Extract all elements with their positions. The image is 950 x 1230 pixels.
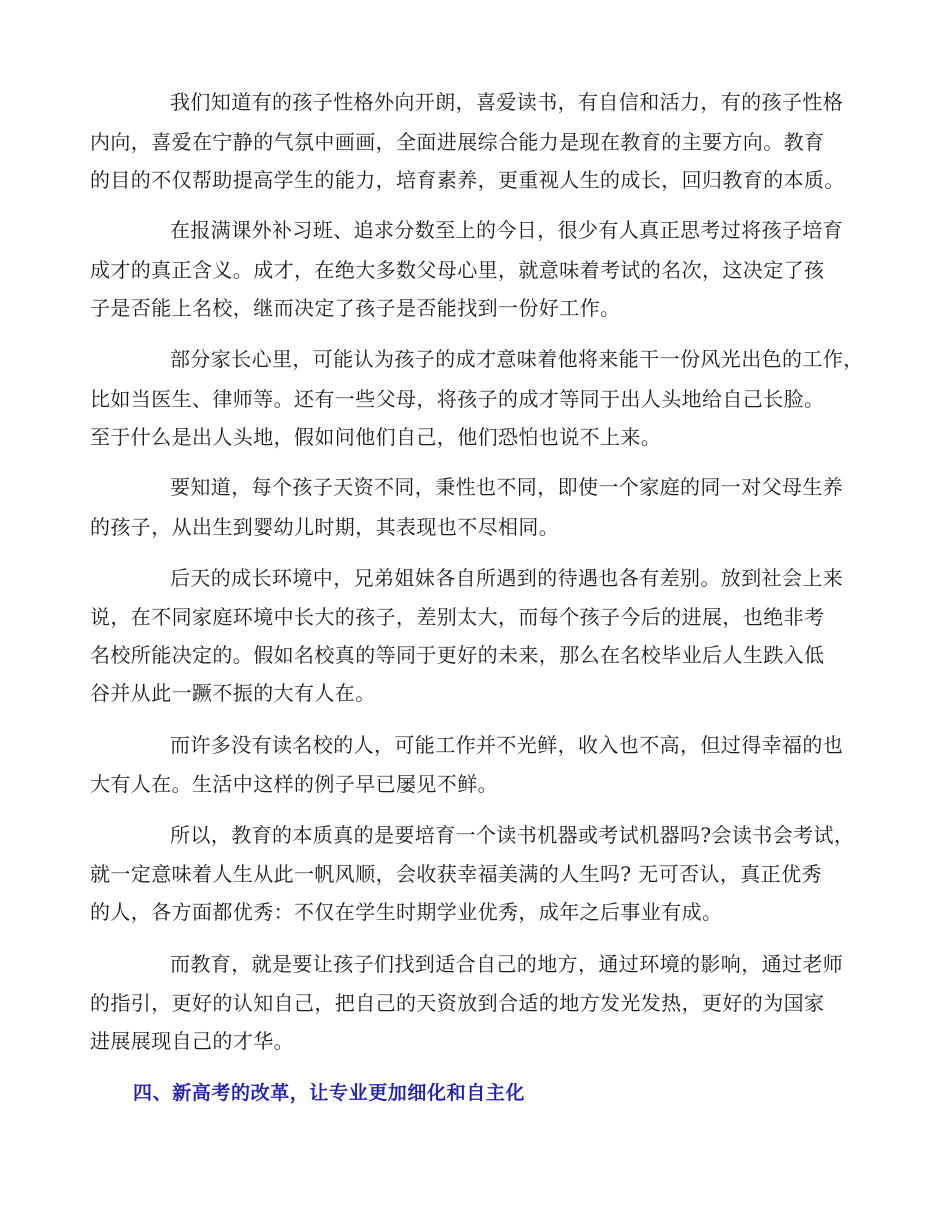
paragraph-line: 名校所能决定的。假如名校真的等同于更好的未来，那么在名校毕业后人生跌入低 — [90, 643, 825, 667]
paragraph-line: 在报满课外补习班、追求分数至上的今日，很少有人真正思考过将孩子培育 — [170, 218, 844, 242]
paragraph-line: 后天的成长环境中，兄弟姐妹各自所遇到的待遇也各有差别。放到社会上来 — [170, 566, 844, 590]
paragraph-line: 要知道，每个孩子天资不同，秉性也不同，即使一个家庭的同一对父母生养 — [170, 475, 844, 499]
paragraph-line: 的目的不仅帮助提高学生的能力，培育素养，更重视人生的成长，回归教育的本质。 — [90, 168, 845, 192]
paragraph-line: 的孩子，从出生到婴幼儿时期，其表现也不尽相同。 — [90, 515, 560, 539]
paragraph-line: 的指引，更好的认知自己，把自己的天资放到合适的地方发光发热，更好的为国家 — [90, 991, 825, 1015]
paragraph-line: 比如当医生、律师等。还有一些父母，将孩子的成才等同于出人头地给自己长脸。 — [90, 387, 825, 411]
section-heading: 四、新高考的改革，让专业更加细化和自主化 — [133, 1082, 526, 1104]
paragraph-line: 我们知道有的孩子性格外向开朗，喜爱读书，有自信和活力，有的孩子性格 — [170, 90, 844, 114]
paragraph-line: 谷并从此一蹶不振的大有人在。 — [90, 681, 376, 705]
paragraph-line: 子是否能上名校，继而决定了孩子是否能找到一份好工作。 — [90, 296, 621, 320]
paragraph-line: 大有人在。生活中这样的例子早已屡见不鲜。 — [90, 772, 498, 796]
paragraph-line: 说，在不同家庭环境中长大的孩子，差别太大，而每个孩子今后的进展，也绝非考 — [90, 605, 825, 629]
paragraph-line: 的人，各方面都优秀：不仅在学生时期学业优秀，成年之后事业有成。 — [90, 900, 723, 924]
paragraph-line: 就一定意味着人生从此一帆风顺，会收获幸福美满的人生吗? 无可否认，真正优秀 — [90, 862, 822, 886]
paragraph-line: 成才的真正含义。成才，在绝大多数父母心里，就意味着考试的名次，这决定了孩 — [90, 258, 825, 282]
paragraph-line: 内向，喜爱在宁静的气氛中画画，全面进展综合能力是现在教育的主要方向。教育 — [90, 130, 825, 154]
paragraph-line: 所以，教育的本质真的是要培育一个读书机器或考试机器吗?会读书会考试， — [170, 823, 855, 847]
paragraph-line: 部分家长心里，可能认为孩子的成才意味着他将来能干一份风光出色的工作， — [170, 347, 864, 371]
paragraph-line: 而许多没有读名校的人，可能工作并不光鲜，收入也不高，但过得幸福的也 — [170, 733, 844, 757]
paragraph-line: 至于什么是出人头地，假如问他们自己，他们恐怕也说不上来。 — [90, 425, 662, 449]
paragraph-line: 进展展现自己的才华。 — [90, 1029, 294, 1053]
paragraph-line: 而教育，就是要让孩子们找到适合自己的地方，通过环境的影响，通过老师 — [170, 952, 844, 976]
